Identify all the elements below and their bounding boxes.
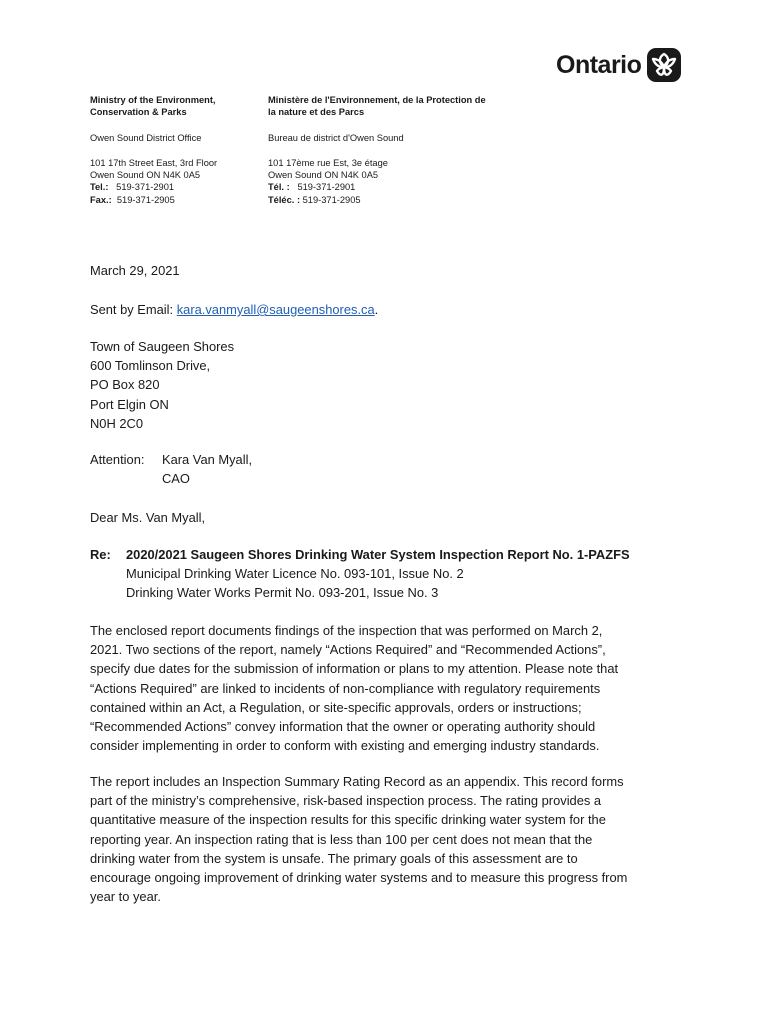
email-link[interactable]: kara.vanmyall@saugeenshores.ca: [176, 302, 375, 317]
letter-date: March 29, 2021: [90, 263, 180, 278]
trillium-icon: [647, 48, 681, 82]
subject-block: [90, 545, 690, 603]
ministry-name-fr: Ministère de l'Environnement, de la Protection de la nature et des Parcs: [268, 95, 486, 118]
re-label: Re:: [90, 547, 111, 562]
ontario-logo: [556, 48, 681, 82]
paragraph-line: drinking water from the system is unsafe. The primary goals of this assessment are to: [90, 850, 578, 866]
ontario-wordmark: Ontario: [556, 50, 642, 79]
address-line: Port Elgin ON: [90, 396, 169, 412]
paragraph-line: contained within an Act, a Regulation, or site-specific approvals, orders or instructions;: [90, 699, 582, 715]
phone-en: Tel.: 519-371-2901: [90, 182, 175, 193]
address-block-en: [90, 157, 260, 206]
salutation: Dear Ms. Van Myall,: [90, 510, 206, 525]
recipient-address: [90, 337, 234, 433]
paragraph-line: reporting year. An inspection rating that is less than 100 per cent does not mean that the: [90, 831, 593, 847]
ministry-name-en: Ministry of the Environment, Conservation & Parks: [90, 95, 216, 118]
body-paragraph-2: [90, 772, 690, 906]
address-line: Town of Saugeen Shores: [90, 339, 235, 354]
letterhead-english: [90, 94, 260, 206]
office-name-en: Owen Sound District Office: [90, 132, 202, 143]
paragraph-line: consider implementing in order to conform with existing and emerging industry standards.: [90, 738, 600, 754]
paragraph-line: encourage ongoing improvement of drinking water systems and to measure this progress from: [90, 869, 628, 885]
address-line: PO Box 820: [90, 377, 160, 393]
paragraph-line: “Actions Required” are linked to incidents of non-compliance with regulatory requirements: [90, 680, 601, 696]
fax-en: Fax.: 519-371-2905: [90, 194, 175, 205]
paragraph-line: year to year.: [90, 889, 161, 905]
street-en: 101 17th Street East, 3rd Floor: [90, 157, 218, 168]
attention-block: [90, 450, 252, 488]
phone-fr: Tél. : 519-371-2901: [268, 182, 356, 193]
address-block-fr: [268, 157, 498, 206]
city-fr: Owen Sound ON N4K 0A5: [268, 170, 379, 181]
attention-name: Kara Van Myall,: [162, 452, 253, 467]
address-line: 600 Tomlinson Drive,: [90, 358, 211, 374]
re-licence: Municipal Drinking Water Licence No. 093-101, Issue No. 2: [126, 566, 464, 582]
city-en: Owen Sound ON N4K 0A5: [90, 170, 201, 181]
letterhead-french: [268, 94, 498, 206]
paragraph-line: 2021. Two sections of the report, namely “Actions Required” and “Recommended Actions”,: [90, 642, 606, 658]
paragraph-line: part of the ministry’s comprehensive, risk-based inspection process. The rating provides a: [90, 793, 602, 809]
paragraph-line: The report includes an Inspection Summary Rating Record as an appendix. This record forms: [90, 774, 624, 789]
street-fr: 101 17ème rue Est, 3e étage: [268, 157, 388, 168]
office-name-fr: Bureau de district d'Owen Sound: [268, 132, 404, 143]
body-paragraph-1: [90, 621, 690, 755]
address-line: N0H 2C0: [90, 415, 144, 431]
attention-label: Attention:: [90, 452, 145, 467]
re-title: 2020/2021 Saugeen Shores Drinking Water System Inspection Report No. 1-PAZFS: [126, 547, 630, 562]
paragraph-line: quantitative measure of the inspection results for this specific drinking water system for the: [90, 812, 606, 828]
paragraph-line: “Recommended Actions” convey information that the owner or operating authority should: [90, 718, 596, 734]
paragraph-line: The enclosed report documents findings of the inspection that was performed on March 2,: [90, 623, 603, 638]
fax-fr: Téléc. : 519-371-2905: [268, 194, 361, 205]
re-permit: Drinking Water Works Permit No. 093-201, Issue No. 3: [126, 585, 439, 601]
attention-title: CAO: [162, 471, 190, 487]
paragraph-line: specify due dates for the submission of information or plans to my attention. Please note that: [90, 661, 619, 677]
sent-by-email-line: Sent by Email: kara.vanmyall@saugeenshores.ca.: [90, 302, 379, 317]
